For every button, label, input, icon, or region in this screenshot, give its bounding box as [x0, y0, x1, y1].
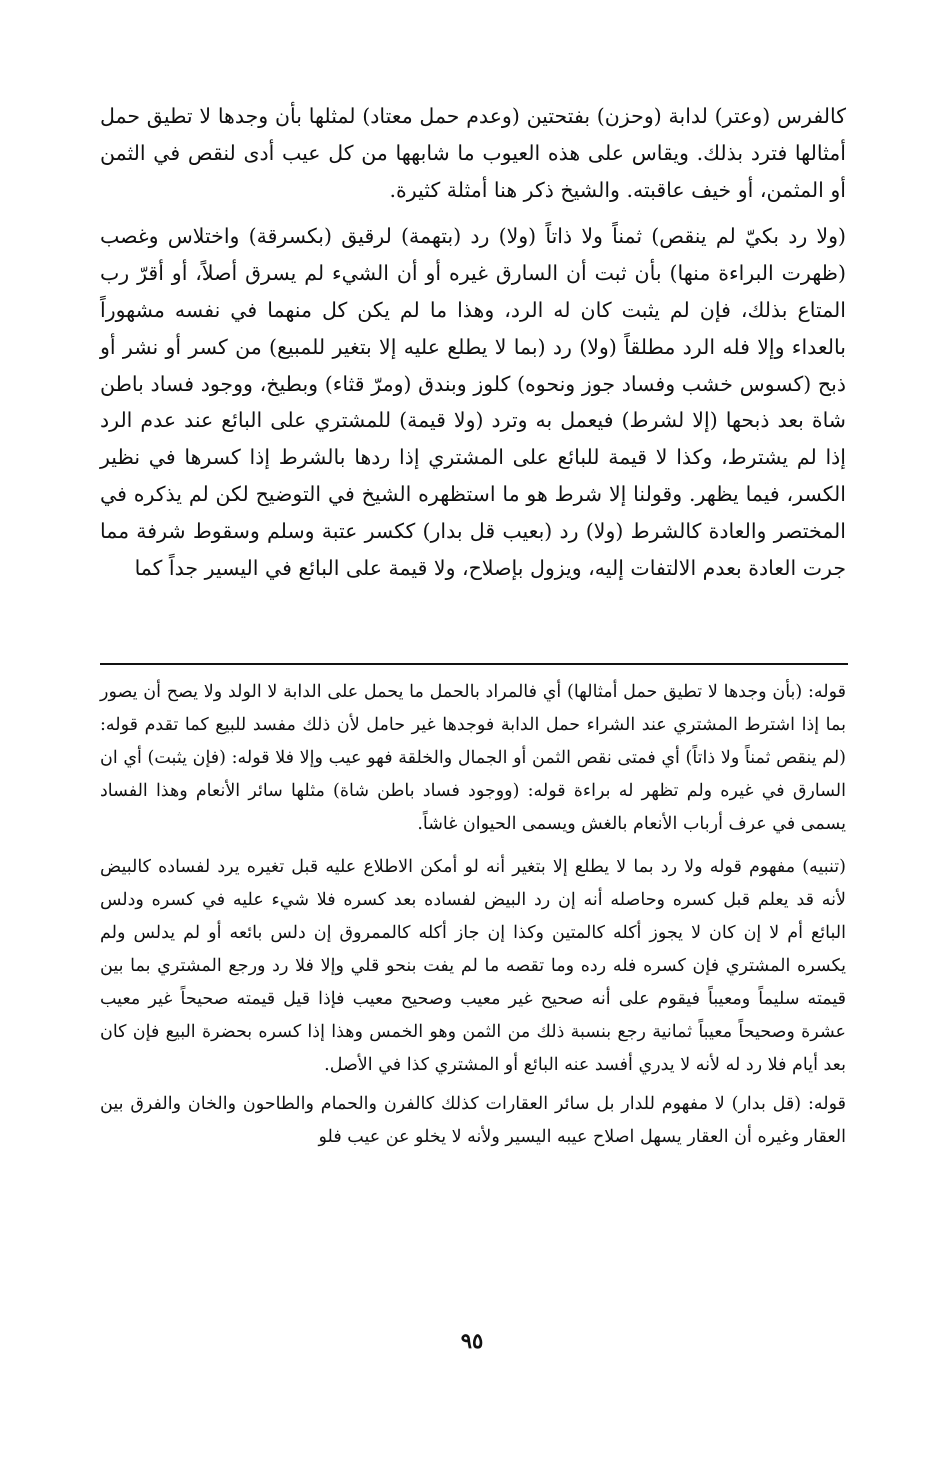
page-number: ٩٥: [460, 1328, 484, 1353]
footnote-paragraph: قوله: (قل بدار) لا مفهوم للدار بل سائر العقارات كذلك كالفرن والحمام والطاحون والخان والفرق بين العقار وغيره أن العقار يسهل اصلاح عيبه اليسير ولأنه لا يخلو عن عيب فلو: [100, 1094, 846, 1147]
footnote-paragraph: (تنبيه) مفهوم قوله ولا رد بما لا يطلع إلا بتغير أنه لو أمكن الاطلاع عليه قبل تغيره يرد لفساده كالبيض لأنه قد يعلم قبل كسره وحاصله أنه إن رد البيض لفساده بعد كسره فلا شيء عليه في كسره ودلس البائع أم لا إن كان لا يجوز أكله كالمتين وكذا إن جاز أكله كالممروق إن دلس بائعه أو لم يدلس ولم يكسره المشتري فإن كسره فله رده وما تقصه ما لم يفت بنحو قلي وإلا فلا رد ورجع المشتري بما بين قيمته سليماً ومعيباً فيقوم على أنه صحيح غير معيب وصحيح معيب فإذا قيل قيمته صحيحاً غير معيب عشرة وصحيحاً معيباً ثمانية رجع بنسبة ذلك من الثمن وهو الخمس وهذا إذا كسره بحضرة البيع فإن كان بعد أيام فلا رد له لأنه لا يدري أفسد عنه البائع أو المشتري كذا في الأصل.: [100, 857, 846, 1075]
footnotes-block: [100, 676, 846, 1154]
main-text-block: [100, 98, 846, 586]
footnote-paragraph: قوله: (بأن وجدها لا تطيق حمل أمثالها) أي فالمراد بالحمل ما يحمل على الدابة لا الولد ولا يصح أن يصور بما إذا اشترط المشتري عند الشراء حمل الدابة فوجدها غير حامل لأن ذلك مفسد للبيع كما تقدم قوله: (لم ينقص ثمناً ولا ذاتاً) أي فمتى نقص الثمن أو الجمال والخلقة فهو عيب وإلا فلا قوله: (فإن يثبت) أي ان السارق في غيره ولم تظهر له براءة قوله: (ووجود فساد باطن شاة) مثلها سائر الأنعام وهذا الفساد يسمى في عرف أرباب الأنعام بالغش ويسمى الحيوان غاشاً.: [100, 682, 846, 834]
main-paragraph: كالفرس (وعتر) لدابة (وحزن) بفتحتين (وعدم حمل معتاد) لمثلها بأن وجدها لا تطيق حمل أمثالها فترد بذلك. ويقاس على هذه العيوب ما شابهها من كل عيب أدى لنقص في الثمن أو المثمن، أو خيف عاقبته. والشيخ ذكر هنا أمثلة كثيرة.: [100, 104, 846, 202]
main-paragraph: (ولا رد بكيّ لم ينقص) ثمناً ولا ذاتاً (ولا) رد (بتهمة) لرقيق (بكسرقة) واختلاس وغصب (ظهرت البراءة منها) بأن ثبت أن السارق غيره أو أن الشيء لم يسرق أصلاً، أو أقرّ رب المتاع بذلك، فإن لم يثبت كان له الرد، وهذا ما لم يكن كل منهما في نفسه مشهوراً بالعداء وإلا فله الرد مطلقاً (ولا) رد (بما لا يطلع عليه إلا بتغير للمبيع) من كسر أو نشر أو ذبح (كسوس خشب وفساد جوز ونحوه) كلوز وبندق (ومرّ قثاء) وبطيخ، ووجود فساد باطن شاة بعد ذبحها (إلا لشرط) فيعمل به وترد (ولا قيمة) للمشتري على البائع عند عدم الرد إذا لم يشترط، وكذا لا قيمة للبائع على المشتري إذا ردها بالشرط إذا كسرها في نظير الكسر، فيما يظهر. وقولنا إلا شرط هو ما استظهره الشيخ في التوضيح لكن لم يذكره في المختصر والعادة كالشرط (ولا) رد (بعيب قل بدار) ككسر عتبة وسلم وسقوط شرفة مما جرت العادة بعدم الالتفات إليه، ويزول بإصلاح، ولا قيمة على البائع في اليسير جداً كما: [100, 224, 846, 580]
footnote-divider: [100, 663, 848, 665]
